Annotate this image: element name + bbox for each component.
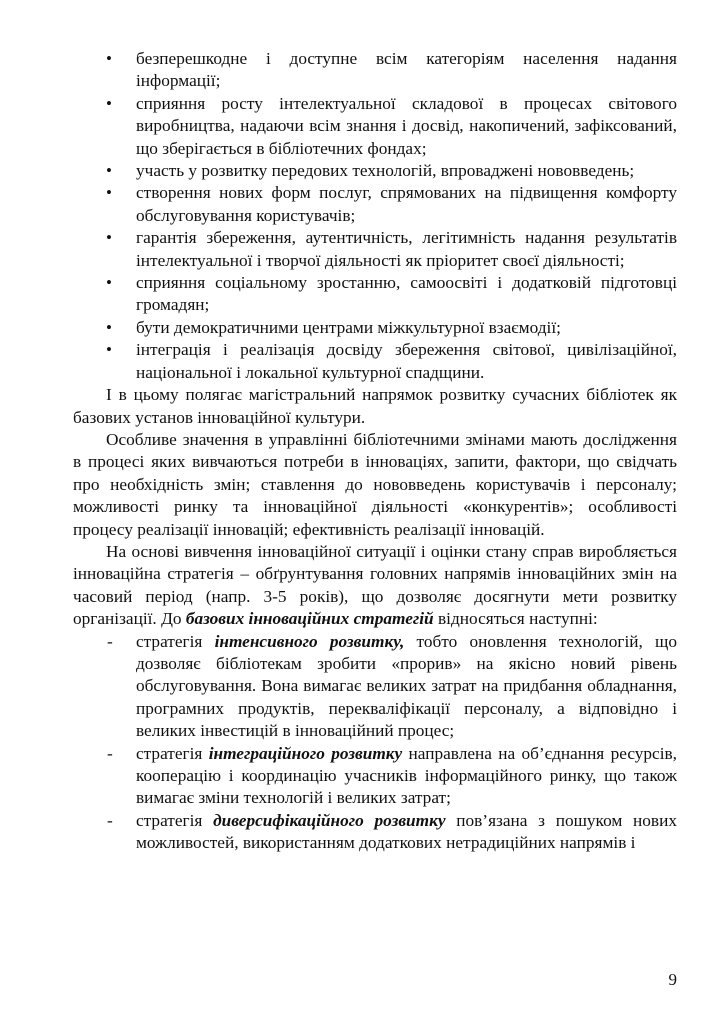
dash-marker: - xyxy=(107,810,113,830)
list-item: • безперешкодне і доступне всім категоріям населення надання інформації; xyxy=(73,48,677,93)
list-item: • сприяння росту інтелектуальної складової в процесах світового виробництва, надаючи всім знання і досвід, накопичений, зафіксований, що зберігається в бібліотечних фондах; xyxy=(73,93,677,160)
strategy-name: інтенсивного розвитку, xyxy=(214,631,405,651)
paragraph xyxy=(73,541,677,631)
paragraph: Особливе значення в управлінні бібліотечними змінами мають дослідження в процесі яких вивчаються потреби в інноваціях, запити, фактори, що свідчать про необхідність змін; ставлення до нововведень користувачів і персоналу; можливості ринку та інноваційної діяльності «конкурентів»; особливості процесу реалізації інновацій; ефективність реалізації інновацій. xyxy=(73,429,677,539)
list-item: • інтеграція і реалізація досвіду збереження світової, цивілізаційної, національної і локальної культурної спадщини. xyxy=(73,339,677,384)
paragraph-text: відносяться наступні: xyxy=(433,609,598,629)
paragraph-text: На основі вивчення інноваційної ситуації і оцінки стану справ виробляється інноваційна стратегія – обґрунтування головних напрямів інноваційних змін на часовий період (напр. 3-5 років), що дозволяє досягнути мети розвитку організації. До xyxy=(73,541,677,629)
strategy-description: тобто оновлення технологій, що дозволяє бібліотекам зробити «прорив» на якісно новий рівень обслуговування. Вона вимагає великих затрат на придбання обладнання, програмних продуктів, перекваліфікації персоналу, а відповідно і великих інвестицій в інноваційний процес; xyxy=(136,631,677,741)
list-item: • бути демократичними центрами міжкультурної взаємодії; xyxy=(73,317,677,339)
list-item: • створення нових форм послуг, спрямованих на підвищення комфорту обслуговування користувачів; xyxy=(73,182,677,227)
strategy-prefix: стратегія xyxy=(136,631,215,651)
paragraph: І в цьому полягає магістральний напрямок розвитку сучасних бібліотек як базових установ інноваційної культури. xyxy=(73,385,677,427)
strategy-name: інтеграційного розвитку xyxy=(208,743,403,763)
strategies-list xyxy=(73,631,677,855)
list-item: • гарантія збереження, аутентичність, легітимність надання результатів інтелектуальної і творчої діяльності як пріоритет своєї діяльності; xyxy=(73,227,677,272)
strategy-description: направлена на об’єднання ресурсів, кооперацію і координацію учасників інформаційного ринку, що також вимагає зміни технологій і великих затрат; xyxy=(136,743,677,808)
page-number: 9 xyxy=(668,970,677,989)
document-page xyxy=(73,48,677,855)
strategy-prefix: стратегія xyxy=(136,810,214,830)
list-item: • сприяння соціальному зростанню, самоосвіті і додатковій підготовці громадян; xyxy=(73,272,677,317)
list-item xyxy=(73,631,677,743)
emphasis-text: базових інноваційних стратегій xyxy=(185,609,434,629)
library-functions-list xyxy=(73,48,677,384)
list-item: • участь у розвитку передових технологій, впроваджені нововведень; xyxy=(73,160,677,182)
strategy-description: пов’язана з пошуком нових можливостей, використанням додаткових нетрадиційних напрямів і xyxy=(136,810,677,853)
dash-marker: - xyxy=(107,743,113,763)
dash-marker: - xyxy=(107,631,113,651)
list-item xyxy=(73,743,677,810)
list-item xyxy=(73,810,677,855)
strategy-name: диверсифікаційного розвитку xyxy=(213,810,446,830)
strategy-prefix: стратегія xyxy=(136,743,209,763)
